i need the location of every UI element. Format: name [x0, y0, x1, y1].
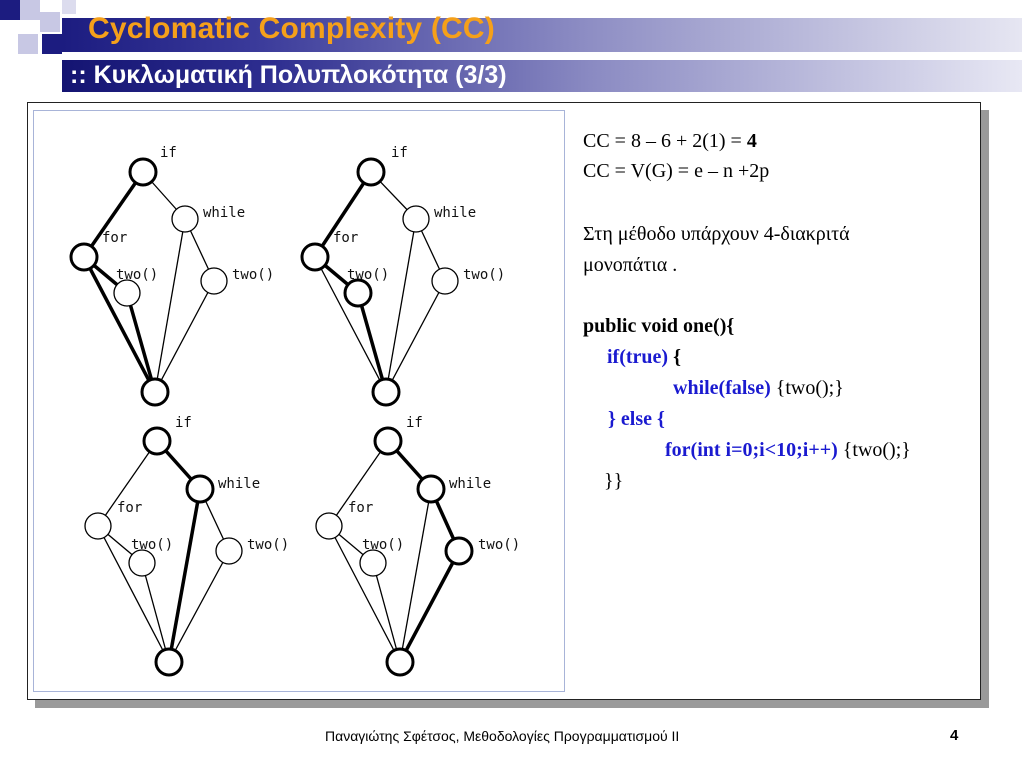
graph1-label-for: for [102, 230, 128, 246]
graph2-node-two-left [345, 280, 371, 306]
code-end-braces: }} [604, 470, 624, 492]
code-if-keyword: if(true) [607, 346, 669, 368]
flow-graph-1 [71, 145, 274, 405]
graph1-label-two-left: two() [116, 267, 159, 283]
graph2-node-two-right [432, 268, 458, 294]
graph3-label-if: if [175, 415, 192, 431]
code-if-line [607, 346, 681, 369]
slide-subtitle: :: Κυκλωματική Πολυπλοκότητα (3/3) [70, 61, 507, 89]
cc-calculation [583, 130, 757, 153]
cc-formula: CC = V(G) = e – n +2p [583, 160, 770, 182]
graph1-label-if: if [160, 145, 177, 161]
paths-description-line1: Στη μέθοδο υπάρχουν 4-διακριτά [583, 223, 850, 245]
graph1-label-while: while [203, 205, 246, 221]
graph2-node-if [358, 159, 384, 185]
graph4-label-if: if [406, 415, 423, 431]
graph2-node-exit [373, 379, 399, 405]
graph4-label-while: while [449, 476, 492, 492]
graph2-label-for: for [333, 230, 359, 246]
code-if-brace: { [668, 346, 681, 368]
flow-graph-3 [85, 415, 289, 675]
code-signature: public void one(){ [583, 315, 735, 337]
graph4-node-two-right [446, 538, 472, 564]
slide-title: Cyclomatic Complexity (CC) [88, 12, 495, 45]
graph4-node-exit [387, 649, 413, 675]
graph2-label-while: while [434, 205, 477, 221]
graph2-node-for [302, 244, 328, 270]
graph1-node-for [71, 244, 97, 270]
footer-author: Παναγιώτης Σφέτσος, Μεθοδολογίες Προγραμματισμού ΙΙ [325, 728, 680, 744]
graph3-node-while [187, 476, 213, 502]
graph2-label-two-left: two() [347, 267, 390, 283]
graph3-node-two-right [216, 538, 242, 564]
graph4-node-while [418, 476, 444, 502]
graph4-node-for [316, 513, 342, 539]
code-for-body: {two();} [837, 439, 911, 461]
graph1-node-exit [142, 379, 168, 405]
code-for-keyword: for(int i=0;i<10;i++) [665, 439, 838, 461]
flow-graph-2 [302, 145, 505, 405]
page-number: 4 [950, 727, 959, 744]
flow-graph-4 [316, 415, 520, 675]
graph2-node-while [403, 206, 429, 232]
graph4-node-two-left [360, 550, 386, 576]
graph3-node-two-left [129, 550, 155, 576]
graph4-label-for: for [348, 500, 374, 516]
graph3-label-two-right: two() [247, 537, 290, 553]
graph3-node-for [85, 513, 111, 539]
code-else-line: } else { [608, 408, 665, 430]
code-while-line [673, 377, 844, 400]
graph2-label-two-right: two() [463, 267, 506, 283]
graph2-label-if: if [391, 145, 408, 161]
graph1-node-if [130, 159, 156, 185]
code-for-line [665, 439, 911, 462]
cc-result: 4 [746, 130, 757, 152]
graph1-label-two-right: two() [232, 267, 275, 283]
graph1-node-two-right [201, 268, 227, 294]
graph3-node-exit [156, 649, 182, 675]
graph4-label-two-right: two() [478, 537, 521, 553]
graph4-label-two-left: two() [362, 537, 405, 553]
graph4-node-if [375, 428, 401, 454]
graph1-node-while [172, 206, 198, 232]
paths-description-line2: μονοπάτια . [583, 254, 678, 276]
graph1-node-two-left [114, 280, 140, 306]
cc-calculation-expr: CC = 8 – 6 + 2(1) = [583, 130, 747, 152]
graph3-node-if [144, 428, 170, 454]
code-while-keyword: while(false) [673, 377, 771, 399]
graph3-label-two-left: two() [131, 537, 174, 553]
graph3-label-for: for [117, 500, 143, 516]
graph3-label-while: while [218, 476, 261, 492]
code-while-body: {two();} [770, 377, 844, 399]
